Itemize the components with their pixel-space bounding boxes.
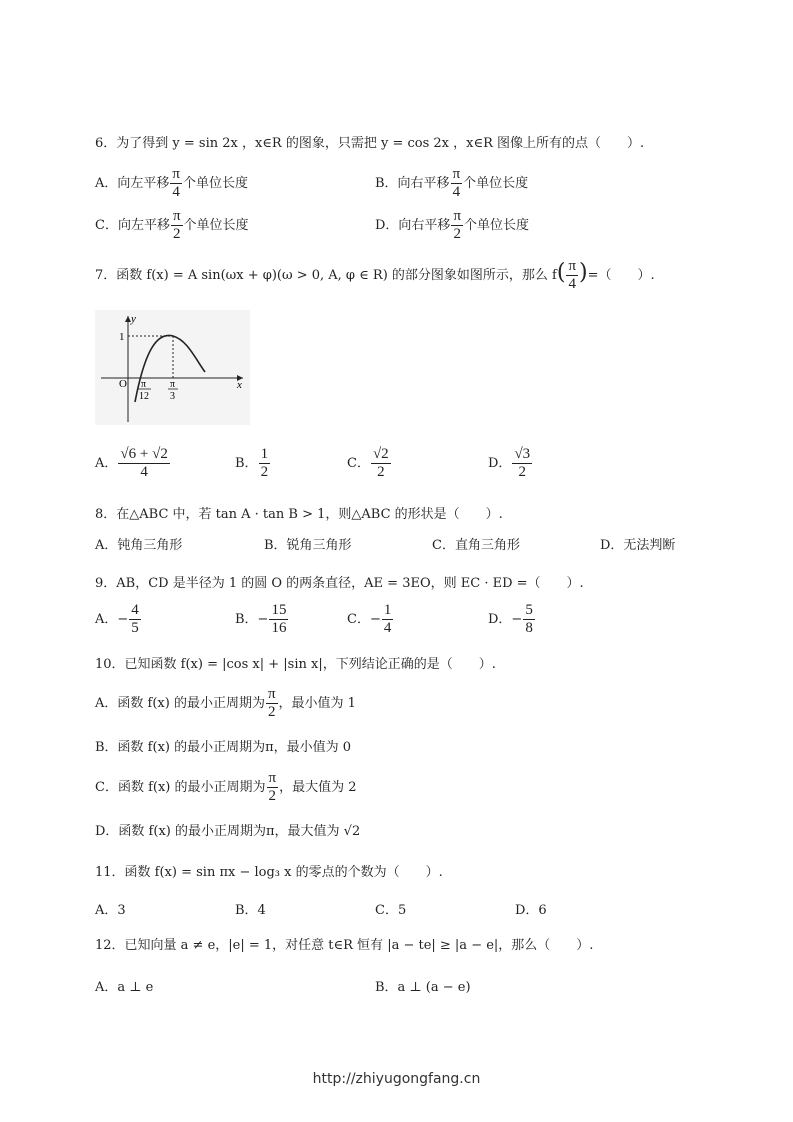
q9-stem: 9．AB，CD 是半径为 1 的圆 O 的两条直径，AE = 3EO，则 EC · ED =（ ）. <box>95 576 584 591</box>
q8-option-b: B．锐角三角形 <box>264 538 352 553</box>
q9-option-d: D．− $\frac{5}{8}$ <box>488 602 533 636</box>
q7-option-a: A． $\frac{√6 + √2}{4}$ <box>95 446 168 480</box>
q10-option-b: B．函数 f(x) 的最小正周期为π，最小值为 0 <box>95 740 352 755</box>
graph-y-label: y <box>131 313 136 325</box>
q6-option-b: B．向右平移 $\frac{\pi}{4}$ 个单位长度 <box>375 166 529 200</box>
q6-stem: 6．为了得到 y = sin 2x ，x∈R 的图象，只需把 y = cos 2x ，x∈R 图像上所有的点（ ）. <box>95 136 645 151</box>
q8-option-d: D．无法判断 <box>600 538 676 553</box>
q9-option-c: C．− $\frac{1}{4}$ <box>347 602 392 636</box>
q6-option-c: C．向左平移 $\frac{\pi}{2}$ 个单位长度 <box>95 208 249 242</box>
graph-x-tick1-num: π <box>141 379 147 390</box>
q7-stem: 7．函数 f(x) = A sin(ωx + φ)(ω > 0, A, φ ∈ R) 的部分图象如图所示，那么 f( $\frac{\pi}{4}$ )=（ ）. <box>95 258 655 292</box>
graph-x-tick1-den: 12 <box>139 391 149 402</box>
graph-x-tick2-den: 3 <box>170 391 175 402</box>
q12-stem: 12．已知向量 a ≠ e，|e| = 1，对任意 t∈R 恒有 |a − te| ≥ |a − e|，那么（ ）. <box>95 938 594 953</box>
q10-option-c: C．函数 f(x) 的最小正周期为 $\frac{\pi}{2}$ ，最大值为 2 <box>95 770 357 804</box>
q10-stem: 10．已知函数 f(x) = |cos x| + |sin x|，下列结论正确的是（ ）. <box>95 657 496 672</box>
q11-option-d: D．6 <box>515 903 547 918</box>
q9-option-b: B．− $\frac{15}{16}$ <box>235 602 287 636</box>
q9-option-a: A．− $\frac{4}{5}$ <box>95 602 139 636</box>
q11-option-c: C．5 <box>375 903 407 918</box>
graph-x-label: x <box>237 379 242 391</box>
q7-option-c: C． $\frac{√2}{2}$ <box>347 446 389 480</box>
q10-option-d: D．函数 f(x) 的最小正周期为π，最大值为 √2 <box>95 824 361 839</box>
q6-option-a: A．向左平移 $\frac{\pi}{4}$ 个单位长度 <box>95 166 248 200</box>
q11-option-a: A．3 <box>95 903 126 918</box>
q8-option-a: A．钝角三角形 <box>95 538 183 553</box>
footer-url[interactable]: http://zhiyugongfang.cn <box>312 1071 481 1087</box>
q7-option-d: D． $\frac{√3}{2}$ <box>488 446 531 480</box>
graph-x-tick2-num: π <box>170 379 176 390</box>
q12-option-b: B．a ⊥ (a − e) <box>375 980 471 995</box>
q6-option-d: D．向右平移 $\frac{\pi}{2}$ 个单位长度 <box>375 208 530 242</box>
q10-option-a: A．函数 f(x) 的最小正周期为 $\frac{\pi}{2}$ ，最小值为 1 <box>95 686 356 720</box>
q8-option-c: C．直角三角形 <box>432 538 520 553</box>
graph-y-tick: 1 <box>119 331 125 343</box>
q12-option-a: A．a ⊥ e <box>95 980 154 995</box>
graph-origin: O <box>119 378 127 390</box>
q7-graph <box>95 310 250 425</box>
q8-stem: 8．在△ABC 中，若 tan A · tan B > 1，则△ABC 的形状是（ ）. <box>95 507 503 522</box>
q11-option-b: B．4 <box>235 903 266 918</box>
q7-option-b: B． $\frac{1}{2}$ <box>235 446 269 480</box>
q11-stem: 11．函数 f(x) = sin πx − log₃ x 的零点的个数为（ ）. <box>95 865 443 880</box>
